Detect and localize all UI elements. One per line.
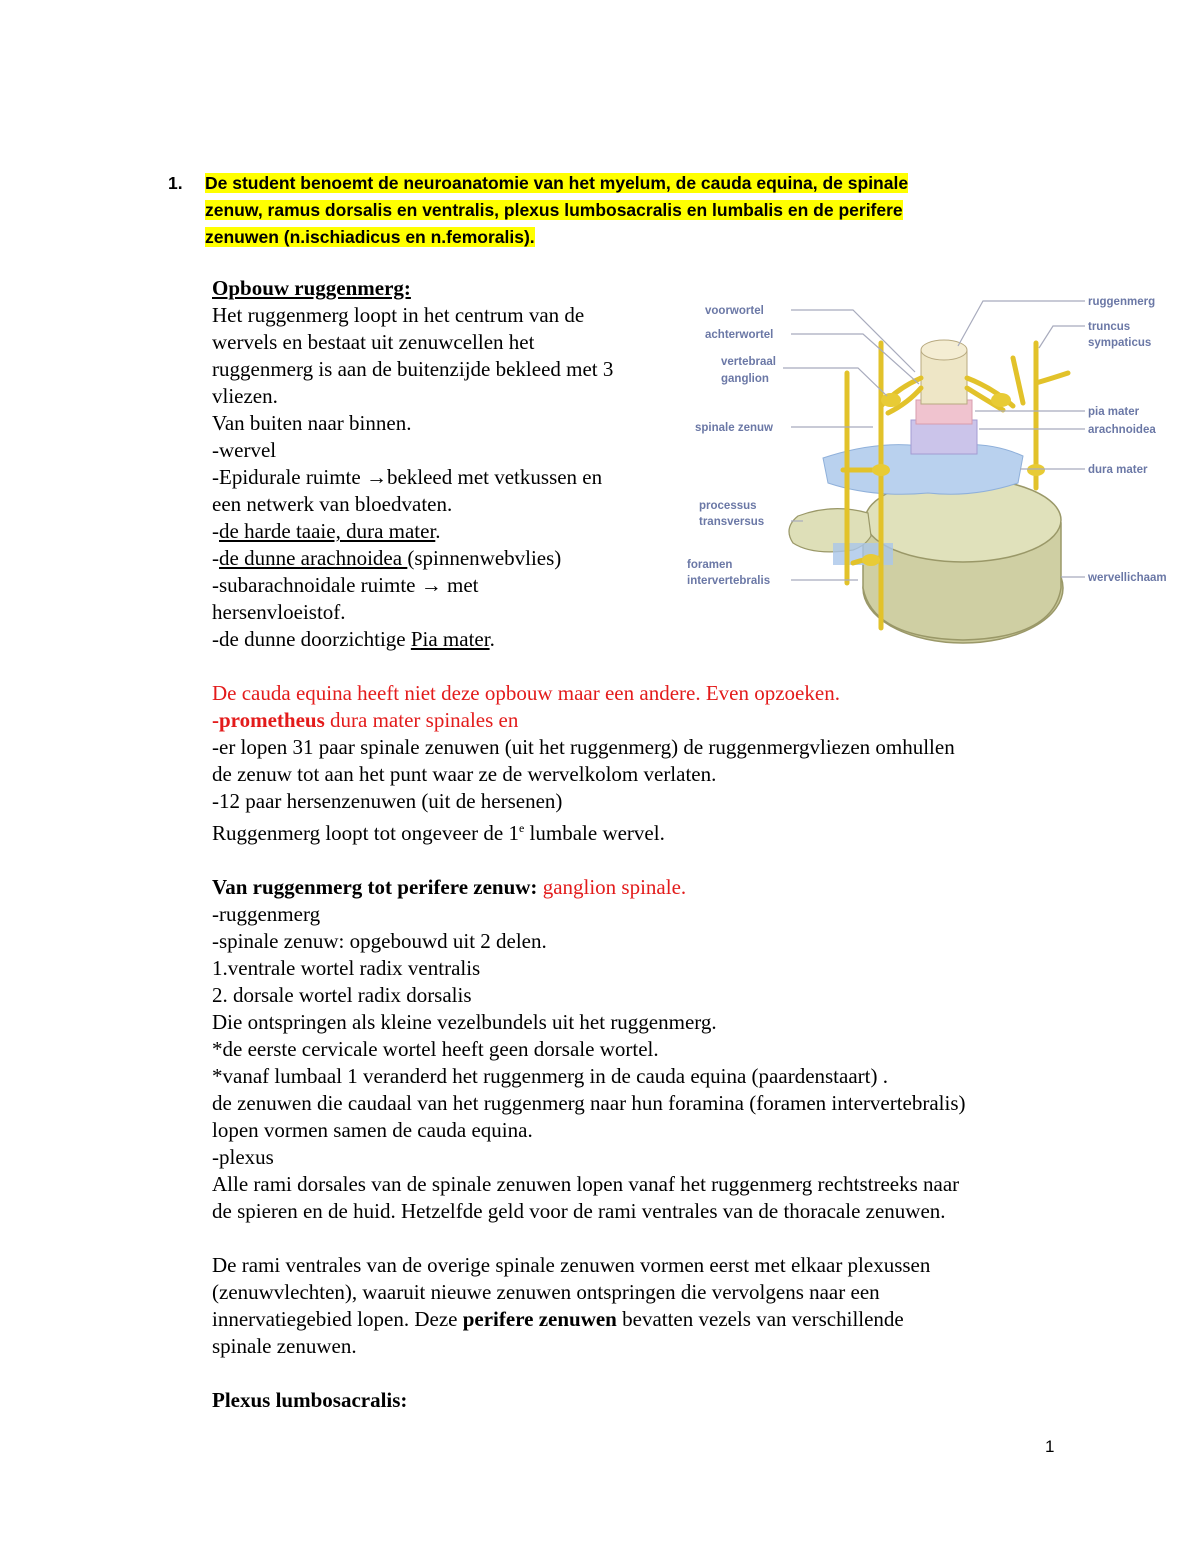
intro-line: -wervel xyxy=(212,438,277,462)
intro-line: ruggenmerg is aan de buitenzijde bekleed met 3 xyxy=(212,357,614,381)
intro-line-dura: -de harde taaie, dura mater. xyxy=(212,519,441,543)
body-line: *de eerste cervicale wortel heeft geen dorsale wortel. xyxy=(212,1037,659,1061)
body-line: de spieren en de huid. Hetzelfde geld voor de rami ventrales van de thoracale zenuwen. xyxy=(212,1199,946,1223)
body-line: -12 paar hersenzenuwen (uit de hersenen) xyxy=(212,789,563,813)
intro-line-subarachnoidal: -subarachnoidale ruimte → met xyxy=(212,573,479,597)
intro-line-pia: -de dunne doorzichtige Pia mater. xyxy=(212,627,495,651)
arrow-icon: → xyxy=(365,465,387,489)
ruggenmerg-line: Ruggenmerg loopt tot ongeveer de 1e lumbale wervel. xyxy=(212,821,665,845)
section-heading-opbouw: Opbouw ruggenmerg: xyxy=(212,276,411,300)
label-wervellichaam: wervellichaam xyxy=(1088,572,1167,584)
body-line: -er lopen 31 paar spinale zenuwen (uit het ruggenmerg) de ruggenmergvliezen omhullen xyxy=(212,735,955,759)
label-intervertebralis: intervertebralis xyxy=(687,575,771,587)
body-line: Alle rami dorsales van de spinale zenuwen lopen vanaf het ruggenmerg rechtstreeks naar xyxy=(212,1172,960,1196)
body-line: (zenuwvlechten), waaruit nieuwe zenuwen ontspringen die vervolgens naar een xyxy=(212,1280,880,1304)
body-line: 2. dorsale wortel radix dorsalis xyxy=(212,983,472,1007)
body-line: de zenuw tot aan het punt waar ze de wervelkolom verlaten. xyxy=(212,762,717,786)
label-pia-mater: pia mater xyxy=(1088,406,1140,418)
intro-line: vliezen. xyxy=(212,384,278,408)
label-spinale-zenuw: spinale zenuw xyxy=(695,422,773,434)
intro-line: Van buiten naar binnen. xyxy=(212,411,412,435)
intro-line: hersenvloeistof. xyxy=(212,600,346,624)
intro-line: een netwerk van bloedvaten. xyxy=(212,492,453,516)
body-line-perifere: innervatiegebied lopen. Deze perifere zenuwen bevatten vezels van verschillende xyxy=(212,1307,904,1331)
body-line: -plexus xyxy=(212,1145,274,1169)
body-line: Die ontspringen als kleine vezelbundels uit het ruggenmerg. xyxy=(212,1010,717,1034)
objective-line-3: zenuwen (n.ischiadicus en n.femoralis). xyxy=(205,227,535,247)
prometheus-line: -prometheus dura mater spinales en xyxy=(212,708,519,732)
arrow-icon: → xyxy=(420,573,442,597)
label-truncus: truncus xyxy=(1088,321,1131,333)
objective-line-1: De student benoemt de neuroanatomie van het myelum, de cauda equina, de spinale xyxy=(205,173,909,193)
main-section xyxy=(212,680,1092,1414)
body-line: spinale zenuwen. xyxy=(212,1334,357,1358)
intro-line: Het ruggenmerg loopt in het centrum van de xyxy=(212,303,585,327)
label-sympaticus: sympaticus xyxy=(1088,337,1152,349)
label-arachnoidea: arachnoidea xyxy=(1088,424,1156,436)
red-note: De cauda equina heeft niet deze opbouw maar een andere. Even opzoeken. xyxy=(212,681,840,705)
section-heading-perifere-zenuw: Van ruggenmerg tot perifere zenuw: ganglion spinale. xyxy=(212,875,687,899)
body-line: De rami ventrales van de overige spinale zenuwen vormen eerst met elkaar plexussen xyxy=(212,1253,931,1277)
label-transversus: transversus xyxy=(699,516,765,528)
label-ganglion: ganglion xyxy=(721,373,769,385)
objective-line-2: zenuw, ramus dorsalis en ventralis, plexus lumbosacralis en lumbalis en de perifere xyxy=(205,200,903,220)
body-line: 1.ventrale wortel radix ventralis xyxy=(212,956,481,980)
label-voorwortel: voorwortel xyxy=(705,305,764,317)
intro-line: wervels en bestaat uit zenuwcellen het xyxy=(212,330,535,354)
spinal-cord-figure xyxy=(683,288,1180,648)
body-line: -spinale zenuw: opgebouwd uit 2 delen. xyxy=(212,929,547,953)
intro-line-arachnoidea: -de dunne arachnoidea (spinnenwebvlies) xyxy=(212,546,562,570)
section-heading-plexus: Plexus lumbosacralis: xyxy=(212,1388,408,1412)
spinal-cord-illustration xyxy=(683,288,1180,648)
page-number: 1 xyxy=(1045,1437,1055,1456)
label-ruggenmerg: ruggenmerg xyxy=(1088,296,1156,308)
learning-objective xyxy=(168,170,998,251)
intro-line-epidural: -Epidurale ruimte →bekleed met vetkussen en xyxy=(212,465,603,489)
label-achterwortel: achterwortel xyxy=(705,329,774,341)
objective-number: 1. xyxy=(168,173,183,193)
body-line: de zenuwen die caudaal van het ruggenmerg naar hun foramina (foramen intervertebralis) xyxy=(212,1091,966,1115)
body-line: -ruggenmerg xyxy=(212,902,321,926)
intro-section xyxy=(212,275,672,653)
label-processus: processus xyxy=(699,500,757,512)
body-line: *vanaf lumbaal 1 veranderd het ruggenmerg in de cauda equina (paardenstaart) . xyxy=(212,1064,888,1088)
body-line: lopen vormen samen de cauda equina. xyxy=(212,1118,533,1142)
label-foramen: foramen xyxy=(687,559,733,571)
label-dura-mater: dura mater xyxy=(1088,464,1148,476)
label-vertebraal: vertebraal xyxy=(721,356,776,368)
